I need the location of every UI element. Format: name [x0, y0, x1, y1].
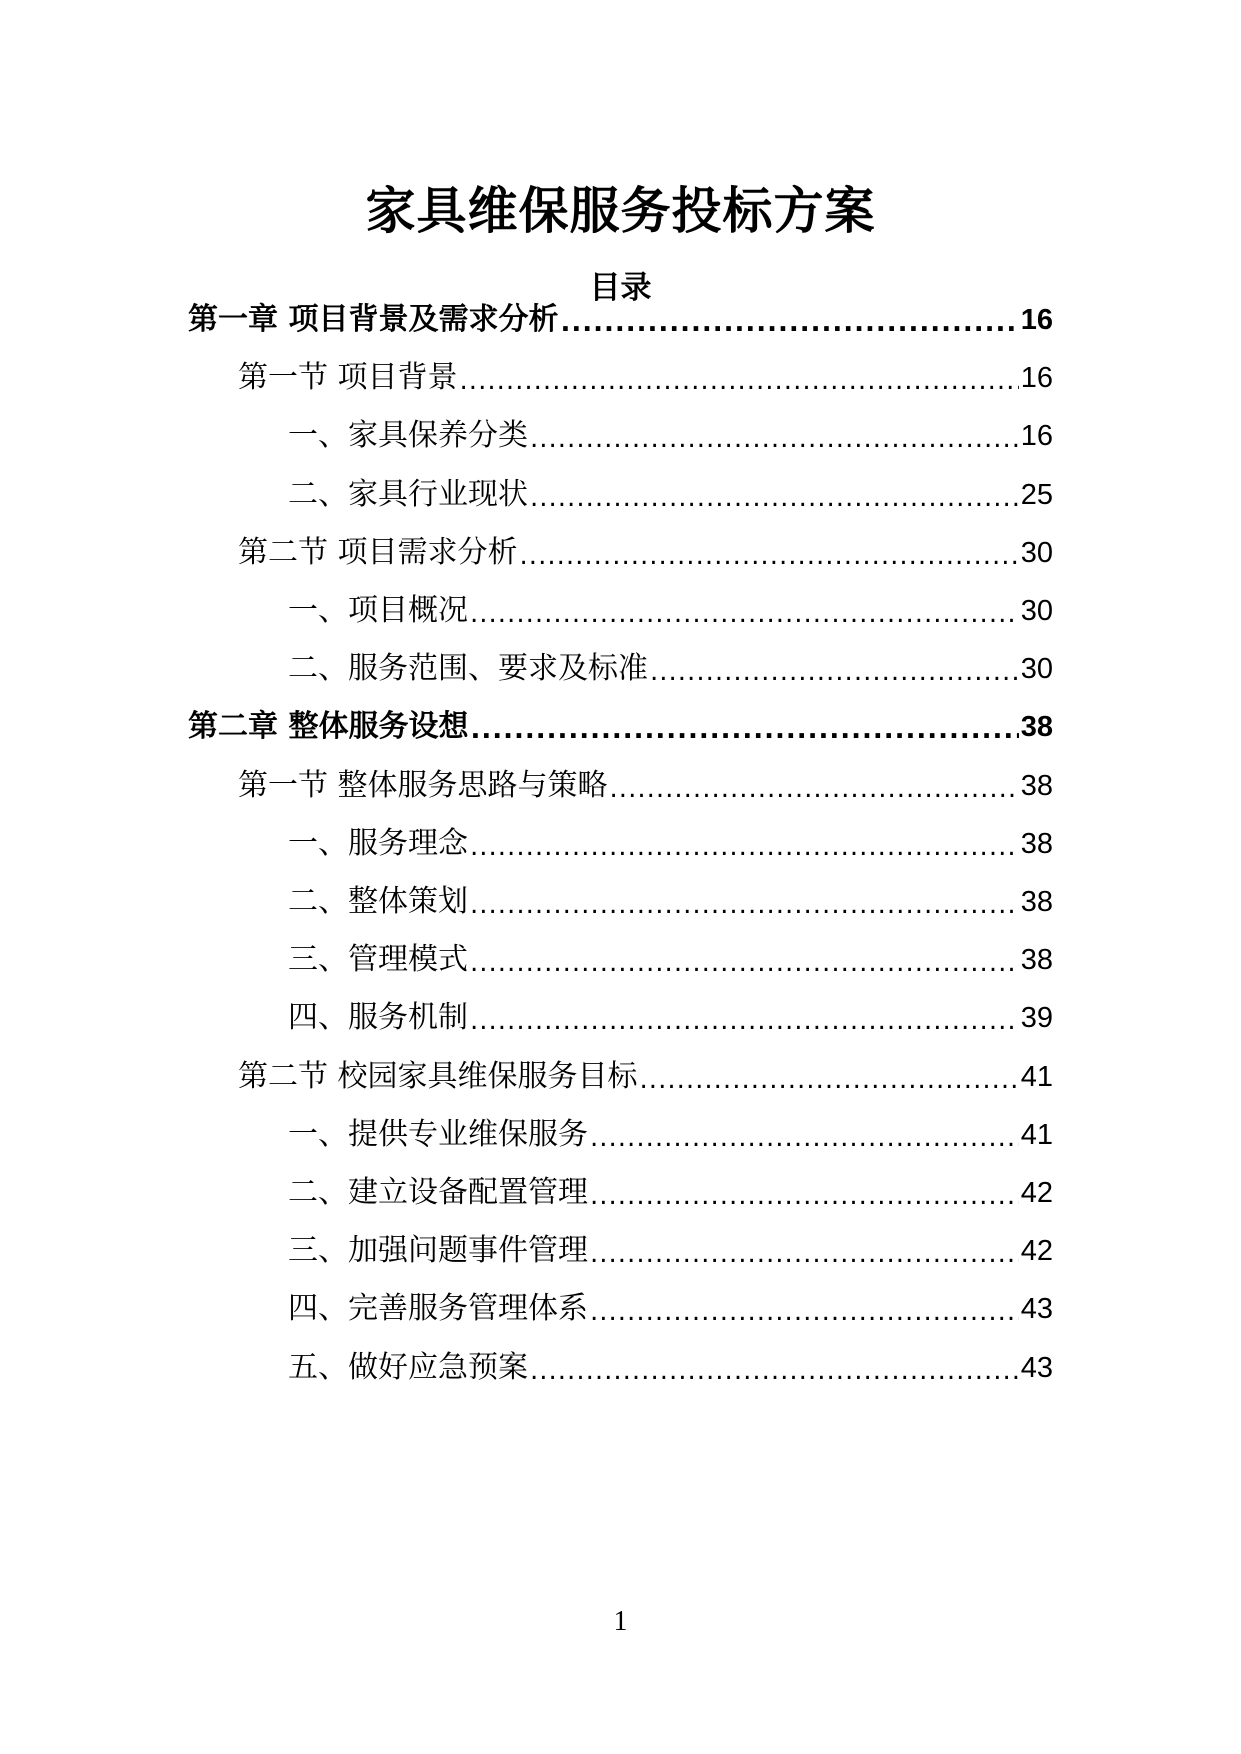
toc-entry[interactable] — [288, 1227, 1053, 1271]
toc-entry-page: 42 — [1020, 1235, 1053, 1267]
toc-dot-leader — [560, 306, 1018, 340]
toc-entry-page: 38 — [1020, 770, 1053, 802]
toc-entry[interactable] — [188, 703, 1053, 747]
toc-dot-leader — [590, 1121, 1019, 1155]
toc-entry-page: 41 — [1020, 1119, 1053, 1151]
toc-dot-leader — [610, 772, 1019, 806]
toc-dot-leader — [640, 1063, 1019, 1097]
toc-entry-title: 三、加强问题事件管理 — [288, 1233, 588, 1268]
toc-entry-title: 四、完善服务管理体系 — [288, 1291, 588, 1326]
toc-entry-title: 一、项目概况 — [288, 593, 468, 628]
toc-dot-leader — [590, 1237, 1019, 1271]
toc-dot-leader — [470, 888, 1019, 922]
toc-entry-title: 第二节 校园家具维保服务目标 — [238, 1059, 638, 1094]
toc-dot-leader — [470, 597, 1019, 631]
toc-entry-page: 30 — [1020, 537, 1053, 569]
toc-entry-title: 三、管理模式 — [288, 942, 468, 977]
toc-entry[interactable] — [288, 936, 1053, 980]
toc-entry[interactable] — [288, 471, 1053, 515]
toc-dot-leader — [470, 946, 1019, 980]
toc-entry-page: 38 — [1020, 828, 1053, 860]
toc-entry-title: 四、服务机制 — [288, 1000, 468, 1035]
toc-dot-leader — [590, 1295, 1019, 1329]
toc-entry[interactable] — [288, 994, 1053, 1038]
toc-entry[interactable] — [288, 1169, 1053, 1213]
toc-entry-page: 38 — [1020, 944, 1053, 976]
toc-entry[interactable] — [288, 412, 1053, 456]
toc-dot-leader — [530, 422, 1019, 456]
toc-dot-leader — [520, 539, 1019, 573]
toc-dot-leader — [530, 1354, 1019, 1388]
toc-entry[interactable] — [238, 762, 1053, 806]
toc-dot-leader — [470, 830, 1019, 864]
toc-entry[interactable] — [288, 1285, 1053, 1329]
toc-entry-title: 第二章 整体服务设想 — [188, 709, 469, 744]
toc-dot-leader — [470, 713, 1018, 747]
toc-entry[interactable] — [188, 296, 1053, 340]
toc-heading: 目录 — [589, 270, 652, 306]
toc-entry-title: 第一节 项目背景 — [238, 360, 458, 395]
toc-entry[interactable] — [288, 820, 1053, 864]
toc-dot-leader — [530, 481, 1019, 515]
toc-entry-page: 41 — [1020, 1061, 1053, 1093]
toc-dot-leader — [590, 1179, 1019, 1213]
toc-entry-title: 一、服务理念 — [288, 826, 468, 861]
toc-entry-page: 25 — [1020, 479, 1053, 511]
page-number: 1 — [613, 1606, 628, 1637]
document-title: 家具维保服务投标方案 — [365, 182, 876, 240]
toc-entry-title: 五、做好应急预案 — [288, 1350, 528, 1385]
toc-entry-title: 第二节 项目需求分析 — [238, 535, 518, 570]
toc-entry-title: 一、提供专业维保服务 — [288, 1117, 588, 1152]
toc-entry[interactable] — [288, 878, 1053, 922]
toc-entry[interactable] — [288, 1344, 1053, 1388]
toc-entry-title: 一、家具保养分类 — [288, 418, 528, 453]
toc-entry-page: 39 — [1020, 1002, 1053, 1034]
toc-entry-title: 二、服务范围、要求及标准 — [288, 651, 648, 686]
toc-entry-page: 16 — [1020, 420, 1053, 452]
toc-entry-title: 二、建立设备配置管理 — [288, 1175, 588, 1210]
toc-entry[interactable] — [288, 645, 1053, 689]
toc-entry[interactable] — [238, 529, 1053, 573]
toc-entry-page: 30 — [1020, 653, 1053, 685]
toc-entry[interactable] — [288, 587, 1053, 631]
toc-dot-leader — [470, 1004, 1019, 1038]
toc-entry[interactable] — [288, 1111, 1053, 1155]
toc-entry-title: 二、整体策划 — [288, 884, 468, 919]
toc-entry-page: 42 — [1020, 1177, 1053, 1209]
toc-entry-page: 16 — [1020, 362, 1053, 394]
toc-entry-title: 二、家具行业现状 — [288, 477, 528, 512]
toc-entry-page: 16 — [1020, 304, 1053, 336]
toc-entry-page: 38 — [1020, 711, 1053, 743]
toc-dot-leader — [650, 655, 1019, 689]
toc-entry[interactable] — [238, 354, 1053, 398]
toc-entry-page: 43 — [1020, 1293, 1053, 1325]
toc-entry[interactable] — [238, 1053, 1053, 1097]
toc-entry-page: 38 — [1020, 886, 1053, 918]
toc-entry-page: 43 — [1020, 1352, 1053, 1384]
toc-entry-title: 第一章 项目背景及需求分析 — [188, 302, 559, 337]
toc-entry-title: 第一节 整体服务思路与策略 — [238, 768, 608, 803]
toc-dot-leader — [460, 364, 1019, 398]
toc-entry-page: 30 — [1020, 595, 1053, 627]
